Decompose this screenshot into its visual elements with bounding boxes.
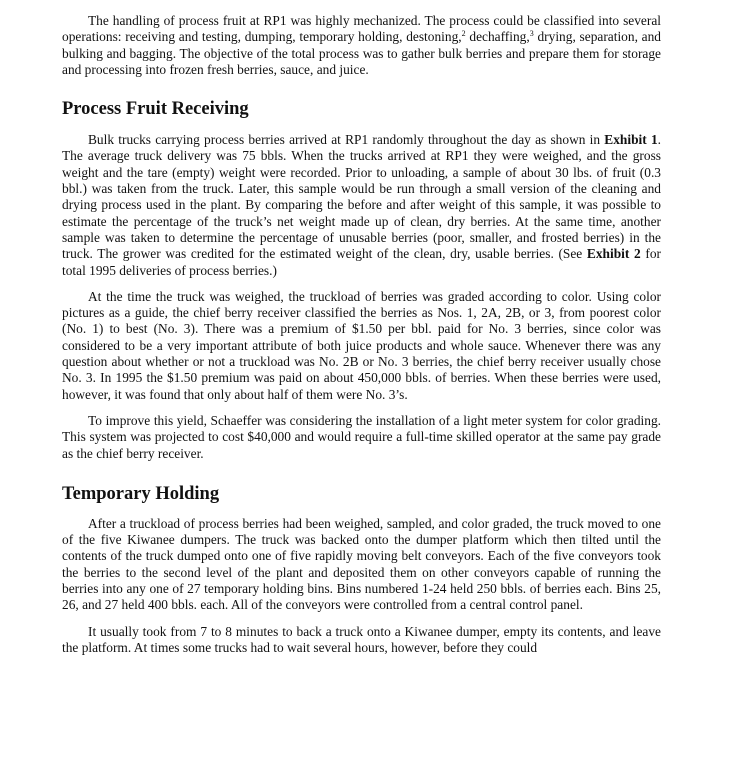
receiving-text-part: . The average truck delivery was 75 bbls. When the trucks arrived at RP1 they were weighed, and the gross weight and the tare (empty) weight were recorded. Prior to unloading, a sample of about 30 lbs. of fruit (0.3 bbl.) was taken from the truck. Later, this sample would be run through a small version of the cleaning and drying process used in the plant. By comparing the before and after weight of this sample, it was possible to estimate the percentage of the truck’s net weight made up of clean, dry berries. At the same time, another sample was taken to determine the percentage of unusable berries (poor, smaller, and frosted berries) in the truck. The grower was credited for the estimated weight of the clean, dry, usable berries. (See [62, 132, 661, 262]
section-heading-receiving: Process Fruit Receiving [62, 99, 249, 120]
intro-paragraph [62, 13, 661, 78]
exhibit-2-reference: Exhibit 2 [586, 246, 641, 262]
receiving-paragraph-1 [62, 132, 661, 279]
intro-text-part: drying, separation, and bulking and bagging. The objective of the total process was to gather bulk berries and prepare them for storage and processing into frozen fresh berries, sauce, and juice. [62, 29, 661, 77]
holding-paragraph-2: It usually took from 7 to 8 minutes to back a truck onto a Kiwanee dumper, empty its contents, and leave the platform. At times some trucks had to wait several hours, however, before they could [62, 623, 661, 655]
receiving-text-part: for total 1995 deliveries of process berries.) [62, 246, 661, 278]
footnote-marker-3[interactable]: 3 [529, 29, 534, 39]
intro-text-part: The handling of process fruit at RP1 was highly mechanized. The process could be classified into several operations: receiving and testing, dumping, temporary holding, destoning, [62, 13, 661, 45]
intro-text-part: dechaffing, [465, 29, 530, 45]
holding-paragraph-1: After a truckload of process berries had been weighed, sampled, and color graded, the truck moved to one of the five Kiwanee dumpers. The truck was backed onto the dumper platform which then tilted until the contents of the truck dumped onto one of five rapidly moving belt conveyors. Each of the five conveyors took the berries to the second level of the plant and deposited them on other conveyors capable of running the berries into any one of 27 temporary holding bins. Bins numbered 1-24 held 250 bbls. of berries each. Bins 25, 26, and 27 held 400 bbls. each. All of the conveyors were controlled from a central control panel. [62, 515, 661, 613]
footnote-marker-2[interactable]: 2 [461, 29, 466, 39]
exhibit-1-reference: Exhibit 1 [604, 132, 658, 148]
receiving-paragraph-3: To improve this yield, Schaeffer was considering the installation of a light meter system for color grading. This system was projected to cost $40,000 and would require a full-time skilled operator at the same pay grade as the chief berry receiver. [62, 412, 661, 461]
section-heading-holding: Temporary Holding [62, 483, 220, 504]
receiving-paragraph-2: At the time the truck was weighed, the truckload of berries was graded according to color. Using color pictures as a guide, the chief berry receiver classified the berries as Nos. 1, 2A, 2B, or 3, from poorest color (No. 1) to best (No. 3). There was a premium of $1.50 per bbl. paid for No. 3 berries, since color was considered to be a very important attribute of both juice products and whole sauce. Whenever there was any question about whether or not a truckload was No. 2B or No. 3 berries, the chief berry receiver usually chose No. 3. In 1995 the $1.50 premium was paid on about 450,000 bbls. of berries. When these berries were used, however, it was found that only about half of them were No. 3’s. [62, 288, 661, 402]
receiving-text-part: Bulk trucks carrying process berries arrived at RP1 randomly throughout the day as shown in [88, 132, 605, 148]
